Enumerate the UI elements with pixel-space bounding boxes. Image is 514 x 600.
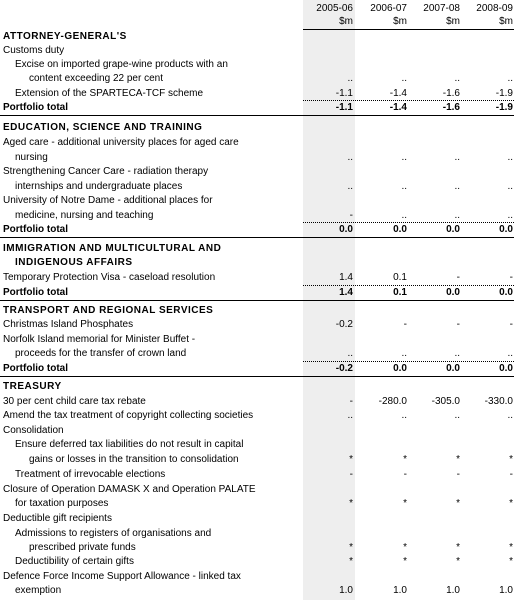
- cell-value: -1.9: [495, 88, 513, 99]
- cell-value: 1.4: [339, 272, 353, 283]
- row-label: proceeds for the transfer of crown land: [15, 348, 187, 359]
- cell-value: -1.4: [389, 102, 407, 113]
- cell-value: 1.0: [499, 585, 513, 596]
- cell-value: *: [456, 454, 460, 465]
- portfolio-name: INDIGENOUS AFFAIRS: [15, 257, 133, 268]
- row-label: Deductibility of certain gifts: [15, 556, 134, 567]
- cell-value: ..: [507, 210, 513, 221]
- cell-value: 0.0: [339, 224, 353, 235]
- row-label: Aged care - additional university places for aged care: [3, 137, 239, 148]
- row-label: Excise on imported grape-wine products with an: [15, 59, 228, 70]
- table-row: [0, 44, 514, 58]
- row-label: Customs duty: [3, 45, 65, 56]
- table-row: [0, 424, 514, 438]
- row-label: Deductible gift recipients: [3, 513, 112, 524]
- cell-value: ..: [401, 73, 407, 84]
- portfolio-separator-rule: [0, 376, 514, 377]
- portfolio-heading-row: [0, 256, 514, 270]
- cell-value: 0.0: [499, 363, 513, 374]
- cell-value: -0.2: [335, 363, 353, 374]
- portfolio-total-row: [0, 101, 514, 115]
- row-label: Extension of the SPARTECA-TCF scheme: [15, 88, 204, 99]
- row-label: exemption: [15, 585, 62, 596]
- cell-value: -: [509, 469, 513, 480]
- row-label: Portfolio total: [3, 287, 68, 298]
- cell-value: ..: [401, 210, 407, 221]
- cell-value: -: [349, 469, 353, 480]
- total-dotted-rule: [303, 222, 514, 223]
- row-label: Portfolio total: [3, 102, 68, 113]
- portfolio-heading-row: [0, 304, 514, 318]
- portfolio-name: ATTORNEY-GENERAL'S: [3, 31, 127, 42]
- row-label: gains or losses in the transition to consolidation: [29, 454, 239, 465]
- cell-value: ..: [507, 73, 513, 84]
- table-row: [0, 194, 514, 208]
- table-row: [0, 58, 514, 72]
- header-unit-row: [0, 15, 514, 29]
- cell-value: *: [456, 542, 460, 553]
- portfolio-separator-rule: [0, 237, 514, 238]
- table-row: [0, 271, 514, 285]
- unit-heading: $m: [446, 16, 460, 27]
- year-heading: 2008-09: [476, 3, 513, 14]
- cell-value: -1.1: [335, 88, 353, 99]
- year-heading: 2006-07: [370, 3, 407, 14]
- portfolio-name: EDUCATION, SCIENCE AND TRAINING: [3, 122, 203, 133]
- cell-value: *: [349, 542, 353, 553]
- row-label: University of Notre Dame - additional places for: [3, 195, 213, 206]
- cell-value: *: [456, 556, 460, 567]
- total-dotted-rule: [303, 361, 514, 362]
- cell-value: ..: [401, 152, 407, 163]
- table-row: [0, 497, 514, 511]
- cell-value: ..: [454, 348, 460, 359]
- cell-value: 0.1: [393, 272, 407, 283]
- cell-value: *: [403, 556, 407, 567]
- cell-value: *: [509, 498, 513, 509]
- table-row: [0, 318, 514, 332]
- table-row: [0, 180, 514, 194]
- header-rule: [303, 29, 514, 30]
- table-row: [0, 333, 514, 347]
- cell-value: -: [509, 319, 513, 330]
- row-label: 30 per cent child care tax rebate: [3, 396, 146, 407]
- cell-value: 0.0: [499, 287, 513, 298]
- table-row: [0, 555, 514, 569]
- cell-value: -: [349, 396, 353, 407]
- cell-value: 1.0: [446, 585, 460, 596]
- cell-value: *: [509, 454, 513, 465]
- cell-value: -0.2: [335, 319, 353, 330]
- portfolio-heading-row: [0, 30, 514, 44]
- cell-value: ..: [454, 73, 460, 84]
- portfolio-separator-rule: [0, 300, 514, 301]
- row-label: Portfolio total: [3, 363, 68, 374]
- cell-value: -1.6: [442, 102, 460, 113]
- table-row: [0, 570, 514, 584]
- cell-value: ..: [401, 181, 407, 192]
- cell-value: 0.0: [446, 287, 460, 298]
- cell-value: ..: [454, 210, 460, 221]
- cell-value: 1.0: [339, 585, 353, 596]
- table-row: [0, 136, 514, 150]
- cell-value: ..: [454, 410, 460, 421]
- table-row: [0, 453, 514, 467]
- cell-value: -: [349, 210, 353, 221]
- row-label: Strengthening Cancer Care - radiation therapy: [3, 166, 209, 177]
- row-label: Christmas Island Phosphates: [3, 319, 134, 330]
- cell-value: 1.0: [393, 585, 407, 596]
- table-row: [0, 468, 514, 482]
- cell-value: ..: [347, 73, 353, 84]
- cell-value: *: [403, 454, 407, 465]
- cell-value: -330.0: [484, 396, 513, 407]
- cell-value: -: [403, 469, 407, 480]
- row-label: medicine, nursing and teaching: [15, 210, 154, 221]
- cell-value: ..: [454, 152, 460, 163]
- portfolio-heading-row: [0, 242, 514, 256]
- cell-value: 0.0: [446, 224, 460, 235]
- cell-value: -1.4: [389, 88, 407, 99]
- cell-value: ..: [507, 410, 513, 421]
- table-row: [0, 151, 514, 165]
- cell-value: -: [509, 272, 513, 283]
- portfolio-name: IMMIGRATION AND MULTICULTURAL AND: [3, 243, 222, 254]
- year-heading: 2005-06: [316, 3, 353, 14]
- portfolio-total-row: [0, 362, 514, 376]
- portfolio-heading-row: [0, 380, 514, 394]
- portfolio-name: TRANSPORT AND REGIONAL SERVICES: [3, 305, 214, 316]
- row-label: for taxation purposes: [15, 498, 109, 509]
- row-label: Amend the tax treatment of copyright collecting societies: [3, 410, 254, 421]
- row-label: Portfolio total: [3, 224, 68, 235]
- cell-value: -1.1: [335, 102, 353, 113]
- row-label: Treatment of irrevocable elections: [15, 469, 166, 480]
- row-label: prescribed private funds: [29, 542, 136, 553]
- cell-value: *: [349, 498, 353, 509]
- cell-value: ..: [347, 181, 353, 192]
- table-row: [0, 395, 514, 409]
- table-row: [0, 438, 514, 452]
- cell-value: -: [456, 319, 460, 330]
- row-label: internships and undergraduate places: [15, 181, 183, 192]
- table-row: [0, 409, 514, 423]
- cell-value: ..: [507, 181, 513, 192]
- cell-value: -: [403, 319, 407, 330]
- table-row: [0, 541, 514, 555]
- cell-value: 0.0: [446, 363, 460, 374]
- portfolio-total-row: [0, 223, 514, 237]
- cell-value: ..: [347, 348, 353, 359]
- table-row: [0, 347, 514, 361]
- portfolio-total-row: [0, 286, 514, 300]
- cell-value: ..: [507, 348, 513, 359]
- cell-value: 0.0: [393, 224, 407, 235]
- cell-value: ..: [347, 410, 353, 421]
- total-dotted-rule: [303, 285, 514, 286]
- total-dotted-rule: [303, 100, 514, 101]
- cell-value: *: [349, 556, 353, 567]
- cell-value: ..: [347, 152, 353, 163]
- cell-value: ..: [401, 410, 407, 421]
- row-label: Consolidation: [3, 425, 64, 436]
- portfolio-heading-row: [0, 121, 514, 135]
- cell-value: ..: [401, 348, 407, 359]
- unit-heading: $m: [393, 16, 407, 27]
- row-label: Norfolk Island memorial for Minister Buffet -: [3, 334, 196, 345]
- cell-value: *: [403, 542, 407, 553]
- cell-value: ..: [454, 181, 460, 192]
- row-label: nursing: [15, 152, 48, 163]
- table-row: [0, 512, 514, 526]
- row-label: content exceeding 22 per cent: [29, 73, 163, 84]
- cell-value: 1.4: [339, 287, 353, 298]
- table-row: [0, 209, 514, 223]
- cell-value: 0.1: [393, 287, 407, 298]
- cell-value: 0.0: [393, 363, 407, 374]
- table-row: [0, 87, 514, 101]
- cell-value: *: [349, 454, 353, 465]
- table-row: [0, 584, 514, 598]
- row-label: Admissions to registers of organisations and: [15, 528, 212, 539]
- cell-value: ..: [507, 152, 513, 163]
- cell-value: -: [456, 272, 460, 283]
- cell-value: -305.0: [431, 396, 460, 407]
- table-row: [0, 165, 514, 179]
- cell-value: -280.0: [378, 396, 407, 407]
- header-year-row: [0, 2, 514, 16]
- row-label: Defence Force Income Support Allowance - linked tax: [3, 571, 241, 582]
- cell-value: *: [456, 498, 460, 509]
- table-row: [0, 483, 514, 497]
- row-label: Closure of Operation DAMASK X and Operation PALATE: [3, 484, 256, 495]
- cell-value: *: [509, 556, 513, 567]
- cell-value: -1.6: [442, 88, 460, 99]
- cell-value: 0.0: [499, 224, 513, 235]
- unit-heading: $m: [339, 16, 353, 27]
- cell-value: *: [403, 498, 407, 509]
- cell-value: *: [509, 542, 513, 553]
- cell-value: -1.9: [495, 102, 513, 113]
- table-row: [0, 527, 514, 541]
- year-heading: 2007-08: [423, 3, 460, 14]
- cell-value: -: [456, 469, 460, 480]
- table-row: [0, 72, 514, 86]
- unit-heading: $m: [499, 16, 513, 27]
- portfolio-name: TREASURY: [3, 381, 62, 392]
- row-label: Temporary Protection Visa - caseload resolution: [3, 272, 216, 283]
- portfolio-separator-rule: [0, 115, 514, 116]
- row-label: Ensure deferred tax liabilities do not result in capital: [15, 439, 244, 450]
